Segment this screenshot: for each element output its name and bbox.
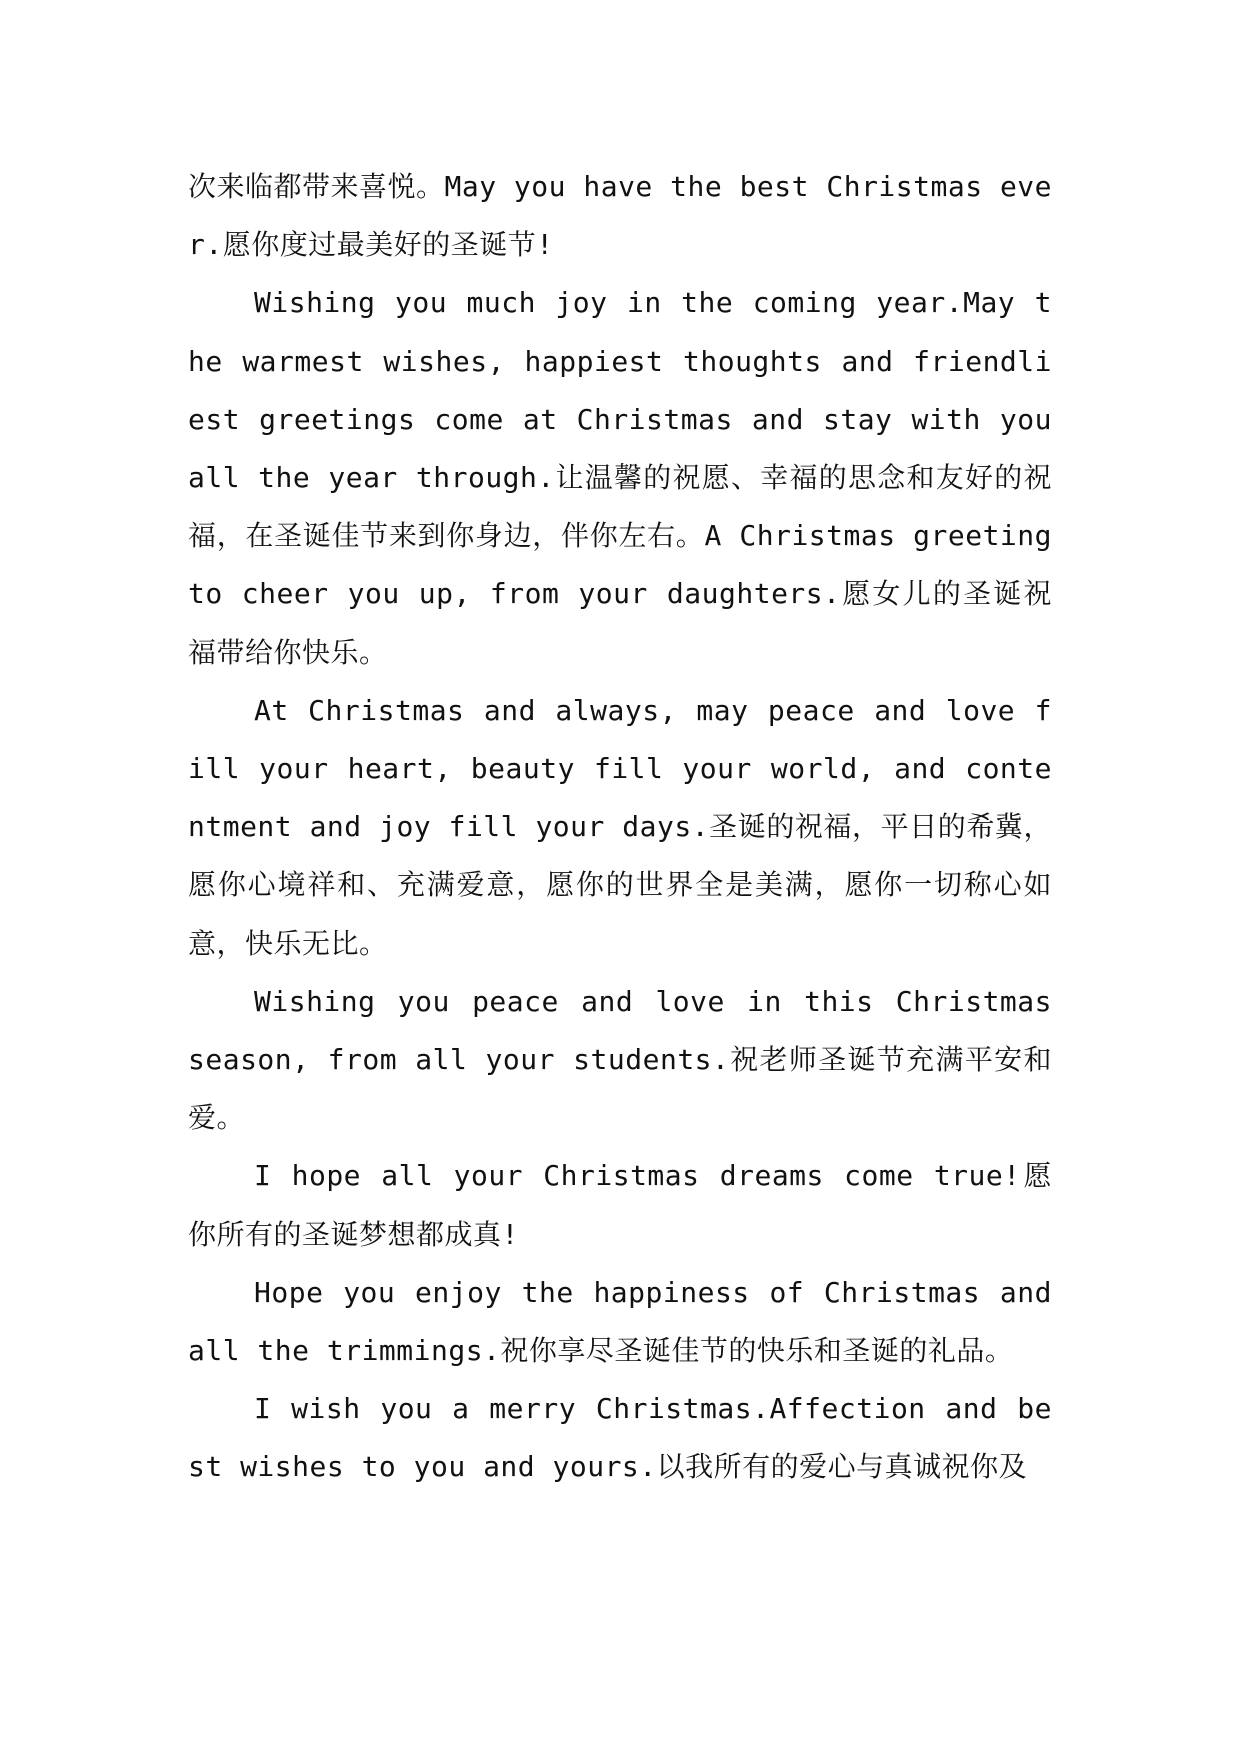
paragraph-1: 次来临都带来喜悦。May you have the best Christmas ever.愿你度过最美好的圣诞节! <box>188 170 1053 262</box>
paragraph-7: I wish you a merry Christmas.Affection and best wishes to you and yours.以我所有的爱心与真诚祝你及 <box>188 1392 1052 1484</box>
paragraph-5: I hope all your Christmas dreams come true!愿你所有的圣诞梦想都成真! <box>188 1159 1052 1251</box>
paragraph-3: At Christmas and always, may peace and love fill your heart, beauty fill your world, and contentment and joy fill your days.圣诞的祝福，平日的希冀，愿你心境祥和、充满爱意，愿你的世界全是美满，愿你一切称心如意，快乐无比。 <box>188 693 1052 960</box>
document-body <box>188 158 1052 1497</box>
paragraph-4: Wishing you peace and love in this Christmas season, from all your students.祝老师圣诞节充满平安和爱。 <box>188 984 1052 1135</box>
paragraph-2: Wishing you much joy in the coming year.May the warmest wishes, happiest thoughts and friendliest greetings come at Christmas and stay with you all the year through.让温馨的祝愿、幸福的思念和友好的祝福，在圣诞佳节来到你身边，伴你左右。A Christmas greeting to cheer you up, from your daughters.愿女儿的圣诞祝福带给你快乐。 <box>188 286 1052 669</box>
paragraph-6: Hope you enjoy the happiness of Christmas and all the trimmings.祝你享尽圣诞佳节的快乐和圣诞的礼品。 <box>188 1275 1052 1368</box>
